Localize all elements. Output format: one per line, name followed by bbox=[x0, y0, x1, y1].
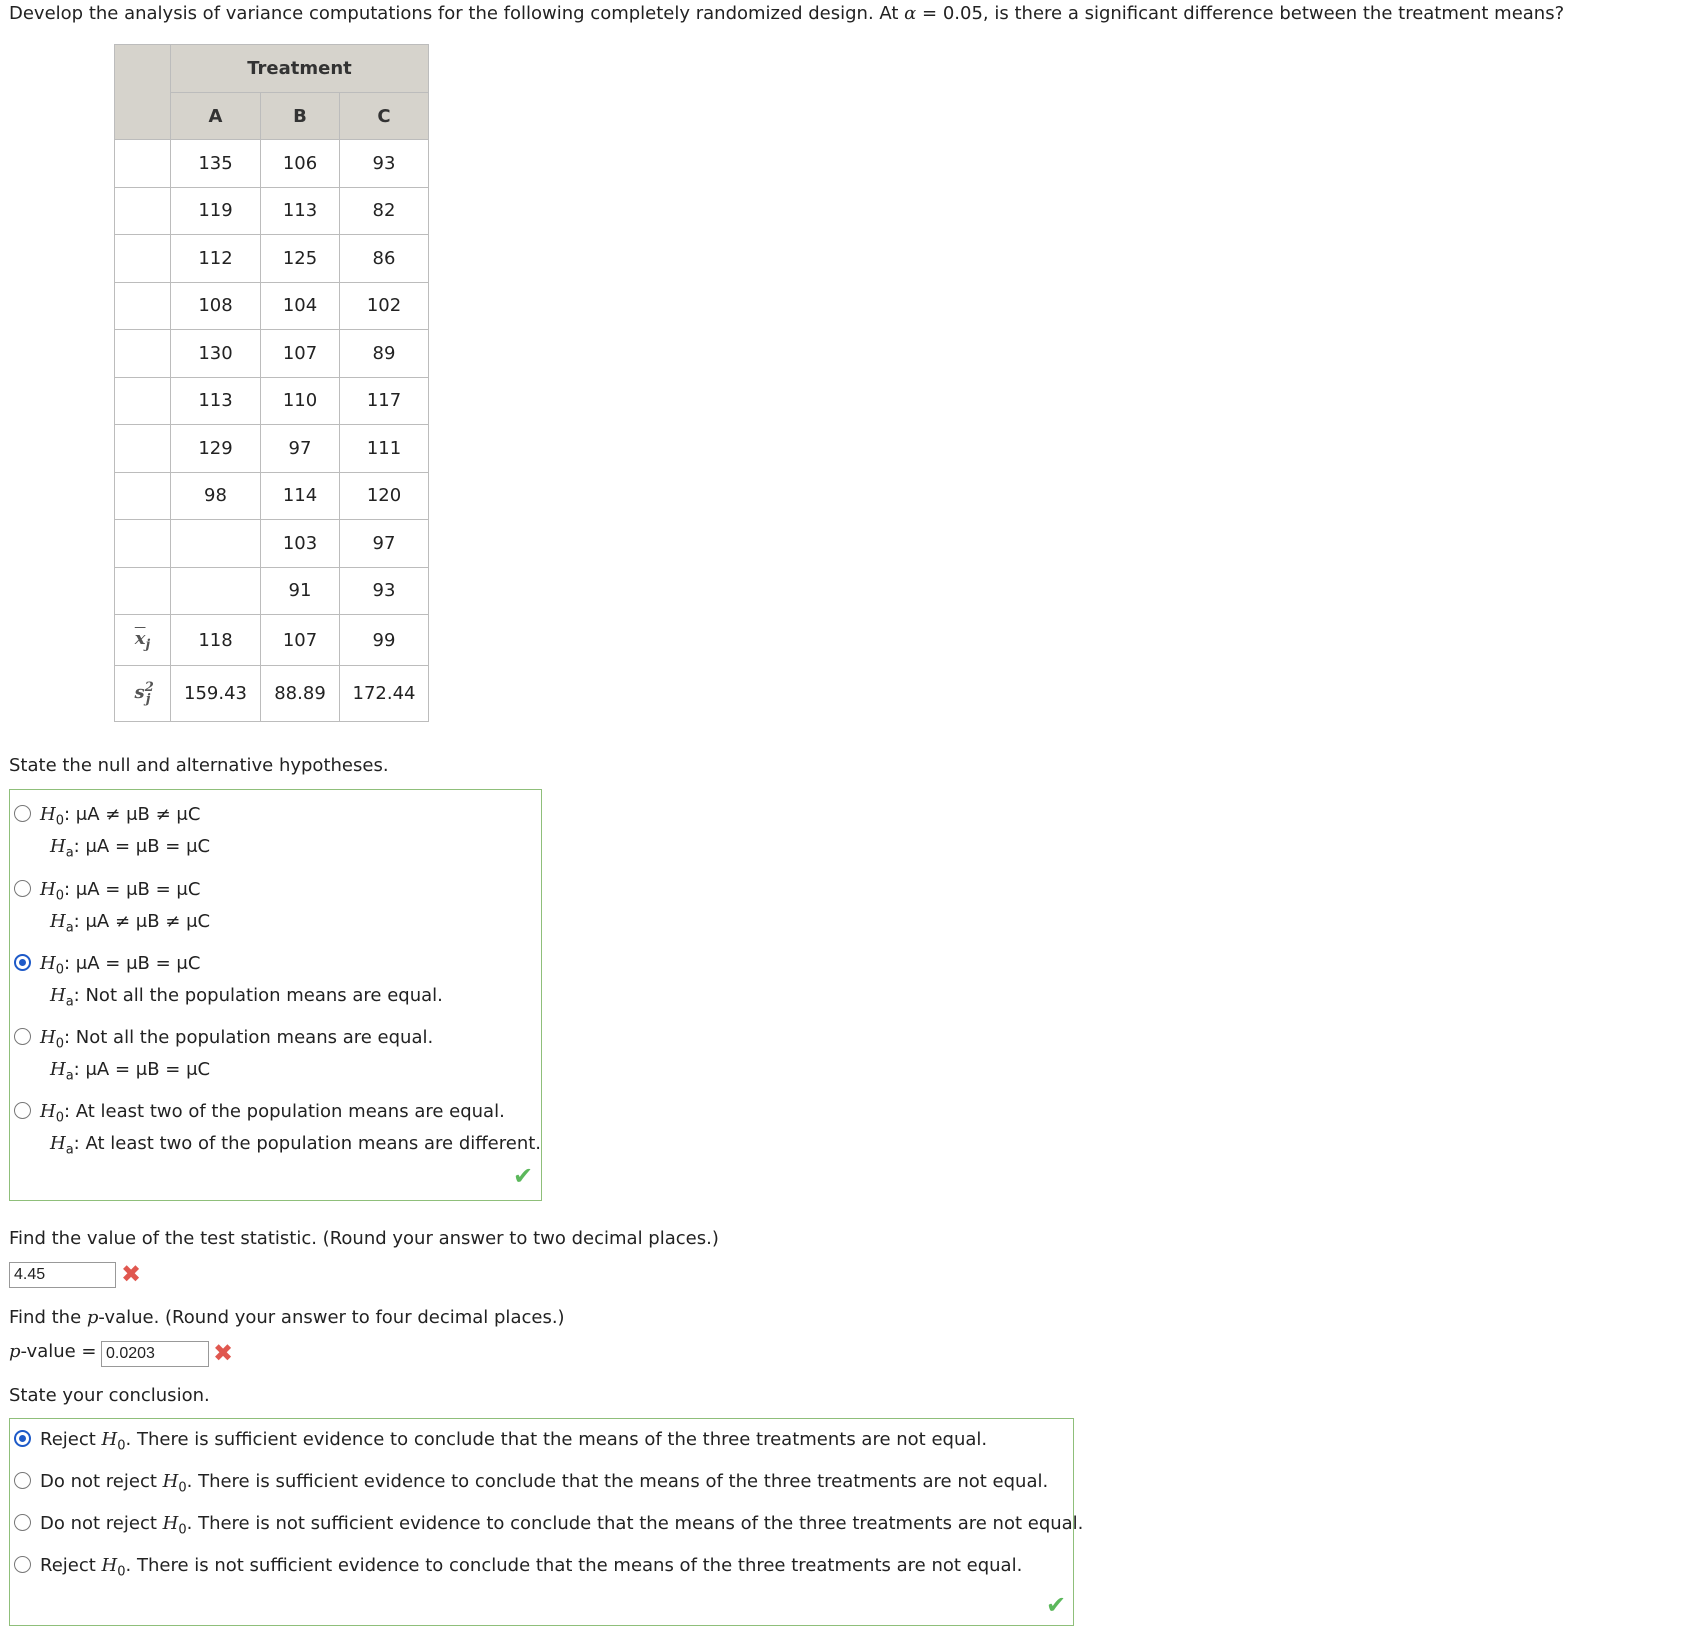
hypothesis-option[interactable] bbox=[14, 1097, 542, 1167]
table-row bbox=[115, 425, 429, 473]
h0-subscript: 0 bbox=[117, 1438, 126, 1454]
table-cell: 113 bbox=[171, 377, 261, 425]
table-cell: 112 bbox=[171, 235, 261, 283]
alternative-hypothesis-colon: : bbox=[73, 985, 86, 1006]
table-cell: 98 bbox=[171, 472, 261, 520]
table-cell: 113 bbox=[261, 187, 340, 235]
null-hypothesis-subscript: 0 bbox=[55, 1036, 64, 1052]
hypothesis-option[interactable] bbox=[14, 875, 514, 945]
table-cell: 114 bbox=[261, 472, 340, 520]
h0-subscript: 0 bbox=[117, 1564, 126, 1580]
alternative-hypothesis bbox=[50, 907, 210, 944]
null-hypothesis-letter: H bbox=[40, 879, 56, 900]
null-hypothesis-subscript: 0 bbox=[55, 813, 64, 829]
alternative-hypothesis bbox=[50, 1055, 210, 1092]
column-header-b: B bbox=[261, 93, 340, 140]
table-cell: 103 bbox=[261, 520, 340, 568]
table-cell: 108 bbox=[171, 282, 261, 330]
column-header-c: C bbox=[340, 93, 429, 140]
null-hypothesis-letter: H bbox=[40, 804, 56, 825]
alternative-hypothesis-subscript: a bbox=[65, 920, 74, 936]
alternative-hypothesis-text: Not all the population means are equal. bbox=[85, 985, 443, 1006]
table-cell: 93 bbox=[340, 567, 429, 615]
alternative-hypothesis-letter: H bbox=[50, 1133, 66, 1154]
table-cell: 117 bbox=[340, 377, 429, 425]
question-text-before: Develop the analysis of variance computations for the following completely randomized design. At bbox=[9, 3, 905, 24]
table-cell: 106 bbox=[261, 140, 340, 188]
alternative-hypothesis-colon: : bbox=[73, 836, 86, 857]
sample-variance-label bbox=[115, 666, 171, 722]
radio-button[interactable] bbox=[14, 1102, 31, 1119]
sample-mean-label bbox=[115, 615, 171, 666]
radio-button[interactable] bbox=[14, 1556, 31, 1573]
p-value-prompt-var: p bbox=[86, 1307, 99, 1328]
table-row bbox=[115, 377, 429, 425]
conclusion-prompt: State your conclusion. bbox=[9, 1385, 210, 1406]
table-cell: 125 bbox=[261, 235, 340, 283]
row-stub bbox=[115, 140, 171, 188]
alternative-hypothesis-colon: : bbox=[73, 1133, 86, 1154]
row-stub bbox=[115, 567, 171, 615]
null-hypothesis-subscript: 0 bbox=[55, 888, 64, 904]
row-stub bbox=[115, 187, 171, 235]
conclusion-statement: . There is not sufficient evidence to conclude that the means of the three treatments are not equal. bbox=[186, 1513, 1084, 1534]
p-value-label-var: p bbox=[9, 1341, 21, 1362]
question-text-after: = 0.05, is there a significant difference between the treatment means? bbox=[916, 3, 1565, 24]
hypothesis-option[interactable] bbox=[14, 949, 514, 1019]
check-icon: ✔ bbox=[513, 1162, 534, 1190]
alternative-hypothesis-text: μA ≠ μB ≠ μC bbox=[85, 911, 211, 932]
null-hypothesis-subscript: 0 bbox=[55, 1110, 64, 1126]
column-header-a: A bbox=[171, 93, 261, 140]
table-cell: 120 bbox=[340, 472, 429, 520]
radio-button[interactable] bbox=[14, 880, 31, 897]
mean-b: 107 bbox=[261, 615, 340, 666]
null-hypothesis-text: μA = μB = μC bbox=[75, 953, 201, 974]
conclusion-text bbox=[40, 1509, 1083, 1546]
table-cell: 110 bbox=[261, 377, 340, 425]
radio-button[interactable] bbox=[14, 1430, 31, 1447]
null-hypothesis-text: At least two of the population means are equal. bbox=[75, 1101, 505, 1122]
radio-button[interactable] bbox=[14, 1028, 31, 1045]
question-text bbox=[9, 3, 1564, 24]
table-row bbox=[115, 330, 429, 378]
row-stub bbox=[115, 377, 171, 425]
null-hypothesis-letter: H bbox=[40, 1101, 56, 1122]
h0-letter: H bbox=[162, 1513, 179, 1534]
table-row bbox=[115, 567, 429, 615]
treatment-header: Treatment bbox=[171, 45, 429, 93]
null-hypothesis-colon: : bbox=[63, 804, 76, 825]
p-value-label bbox=[9, 1341, 97, 1362]
row-stub bbox=[115, 235, 171, 283]
conclusion-action: Do not reject bbox=[40, 1513, 157, 1534]
null-hypothesis-colon: : bbox=[63, 879, 76, 900]
row-stub bbox=[115, 282, 171, 330]
alternative-hypothesis-letter: H bbox=[50, 1059, 66, 1080]
conclusion-answer-box bbox=[9, 1418, 1084, 1626]
null-hypothesis-colon: : bbox=[63, 1101, 76, 1122]
conclusion-action: Reject bbox=[40, 1429, 96, 1450]
table-cell: 82 bbox=[340, 187, 429, 235]
alternative-hypothesis-text: At least two of the population means are different. bbox=[85, 1133, 542, 1154]
test-statistic-prompt: Find the value of the test statistic. (Round your answer to two decimal places.) bbox=[9, 1228, 719, 1249]
h0-subscript: 0 bbox=[178, 1522, 187, 1538]
h0-letter: H bbox=[101, 1555, 118, 1576]
table-cell: 93 bbox=[340, 140, 429, 188]
null-hypothesis-colon: : bbox=[63, 1027, 76, 1048]
mean-a: 118 bbox=[171, 615, 261, 666]
alternative-hypothesis-colon: : bbox=[73, 1059, 86, 1080]
table-cell: 107 bbox=[261, 330, 340, 378]
radio-button[interactable] bbox=[14, 954, 31, 971]
test-statistic-x-icon: ✖ bbox=[121, 1260, 142, 1288]
table-row bbox=[115, 140, 429, 188]
null-hypothesis-subscript: 0 bbox=[55, 962, 64, 978]
variance-superscript: 2 bbox=[144, 680, 154, 696]
table-cell: 104 bbox=[261, 282, 340, 330]
check-icon: ✔ bbox=[1046, 1591, 1067, 1619]
table-cell: 86 bbox=[340, 235, 429, 283]
conclusion-text bbox=[40, 1467, 1048, 1504]
table-cell: 97 bbox=[340, 520, 429, 568]
conclusion-statement: . There is sufficient evidence to conclude that the means of the three treatments are not equal. bbox=[186, 1471, 1049, 1492]
table-row bbox=[115, 472, 429, 520]
radio-button[interactable] bbox=[14, 1514, 31, 1531]
alternative-hypothesis-text: μA = μB = μC bbox=[85, 836, 211, 857]
test-statistic-input[interactable] bbox=[9, 1262, 116, 1288]
alternative-hypothesis-subscript: a bbox=[65, 1142, 74, 1158]
row-stub bbox=[115, 520, 171, 568]
table-cell: 102 bbox=[340, 282, 429, 330]
alternative-hypothesis bbox=[50, 832, 210, 869]
conclusion-action: Reject bbox=[40, 1555, 96, 1576]
null-hypothesis-text: μA = μB = μC bbox=[75, 879, 201, 900]
variance-b: 88.89 bbox=[261, 666, 340, 722]
null-hypothesis-letter: H bbox=[40, 953, 56, 974]
mean-c: 99 bbox=[340, 615, 429, 666]
p-value-x-icon: ✖ bbox=[213, 1339, 234, 1367]
null-hypothesis-letter: H bbox=[40, 1027, 56, 1048]
table-cell: 119 bbox=[171, 187, 261, 235]
row-stub bbox=[115, 330, 171, 378]
alternative-hypothesis-letter: H bbox=[50, 985, 66, 1006]
h0-letter: H bbox=[101, 1429, 118, 1450]
table-cell: 130 bbox=[171, 330, 261, 378]
table-cell: 111 bbox=[340, 425, 429, 473]
hypothesis-option[interactable] bbox=[14, 800, 514, 870]
table-row bbox=[115, 282, 429, 330]
table-cell: 97 bbox=[261, 425, 340, 473]
null-hypothesis-text: μA ≠ μB ≠ μC bbox=[75, 804, 201, 825]
conclusion-statement: . There is sufficient evidence to conclude that the means of the three treatments are not equal. bbox=[125, 1429, 988, 1450]
mean-subscript: j bbox=[145, 637, 151, 653]
table-row bbox=[115, 187, 429, 235]
alternative-hypothesis bbox=[50, 981, 443, 1018]
p-value-label-after: -value = bbox=[20, 1341, 97, 1362]
table-cell: 129 bbox=[171, 425, 261, 473]
row-stub bbox=[115, 425, 171, 473]
mean-symbol: $\overline{x}$ bbox=[134, 627, 146, 649]
p-value-input[interactable] bbox=[101, 1341, 209, 1367]
table-row bbox=[115, 235, 429, 283]
conclusion-statement: . There is not sufficient evidence to conclude that the means of the three treatments are not equal. bbox=[125, 1555, 1023, 1576]
variance-symbol: s bbox=[134, 682, 145, 704]
table-cell bbox=[171, 567, 261, 615]
row-stub bbox=[115, 472, 171, 520]
hypothesis-option[interactable] bbox=[14, 1023, 514, 1093]
alternative-hypothesis-text: μA = μB = μC bbox=[85, 1059, 211, 1080]
hypotheses-answer-box bbox=[9, 789, 542, 1201]
alternative-hypothesis-colon: : bbox=[73, 911, 86, 932]
variance-c: 172.44 bbox=[340, 666, 429, 722]
table-cell: 91 bbox=[261, 567, 340, 615]
p-value-prompt-before: Find the bbox=[9, 1307, 87, 1328]
table-cell bbox=[171, 520, 261, 568]
p-value-prompt bbox=[9, 1307, 565, 1328]
alternative-hypothesis-subscript: a bbox=[65, 994, 74, 1010]
variance-a: 159.43 bbox=[171, 666, 261, 722]
alternative-hypothesis-subscript: a bbox=[65, 1068, 74, 1084]
null-hypothesis-text: Not all the population means are equal. bbox=[75, 1027, 434, 1048]
alternative-hypothesis-letter: H bbox=[50, 911, 66, 932]
radio-button[interactable] bbox=[14, 805, 31, 822]
null-hypothesis-colon: : bbox=[63, 953, 76, 974]
conclusion-text bbox=[40, 1425, 987, 1462]
table-cell: 89 bbox=[340, 330, 429, 378]
table-row bbox=[115, 520, 429, 568]
treatment-data-table bbox=[114, 44, 429, 722]
alternative-hypothesis-letter: H bbox=[50, 836, 66, 857]
conclusion-text bbox=[40, 1551, 1022, 1588]
radio-button[interactable] bbox=[14, 1472, 31, 1489]
alternative-hypothesis-subscript: a bbox=[65, 845, 74, 861]
variance-subscript: j bbox=[145, 691, 151, 707]
conclusion-action: Do not reject bbox=[40, 1471, 157, 1492]
hypotheses-prompt: State the null and alternative hypotheses. bbox=[9, 755, 389, 776]
h0-subscript: 0 bbox=[178, 1480, 187, 1496]
h0-letter: H bbox=[162, 1471, 179, 1492]
table-cell: 135 bbox=[171, 140, 261, 188]
p-value-prompt-after: -value. (Round your answer to four decimal places.) bbox=[98, 1307, 565, 1328]
table-corner bbox=[115, 45, 171, 140]
alternative-hypothesis bbox=[50, 1129, 541, 1166]
alpha-symbol: α bbox=[904, 3, 917, 24]
